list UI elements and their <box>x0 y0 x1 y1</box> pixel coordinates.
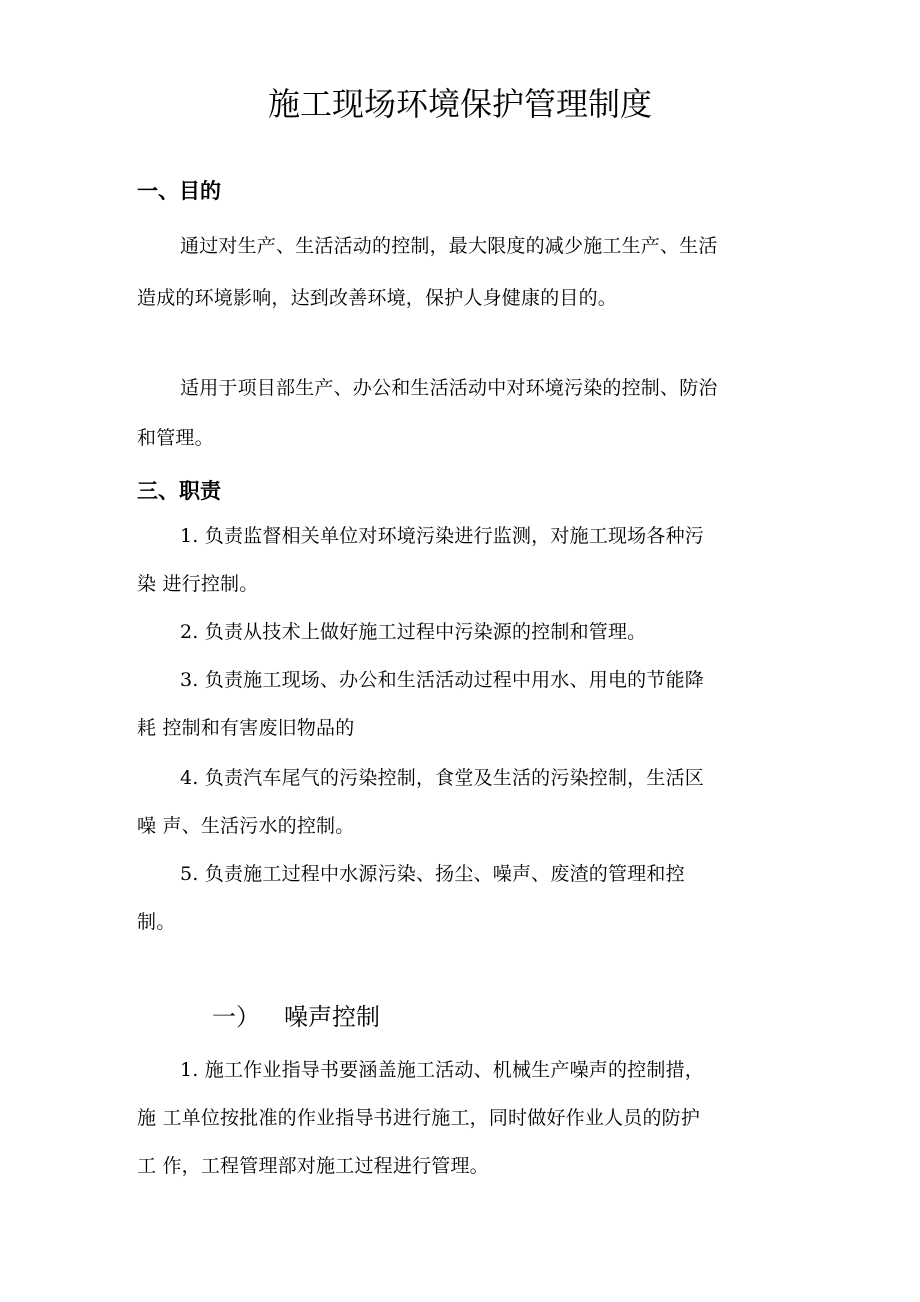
list-item-line: 施 工单位按批准的作业指导书进行施工，同时做好作业人员的防护 <box>137 1107 701 1129</box>
paragraph-line: 和管理。 <box>137 427 214 449</box>
list-item-line: 耗 控制和有害废旧物品的 <box>137 717 355 739</box>
list-item-line: 4. 负责汽车尾气的污染控制，食堂及生活的污染控制，生活区 <box>180 767 704 789</box>
list-item-line: 噪 声、生活污水的控制。 <box>137 815 355 837</box>
paragraph-line: 造成的环境影响，达到改善环境，保护人身健康的目的。 <box>137 287 618 309</box>
list-item-line: 5. 负责施工过程中水源污染、扬尘、噪声、废渣的管理和控 <box>180 863 685 885</box>
list-item-line: 2. 负责从技术上做好施工过程中污染源的控制和管理。 <box>180 621 647 643</box>
subsection-heading-noise <box>212 1000 380 1034</box>
paragraph-line: 通过对生产、生活活动的控制，最大限度的减少施工生产、生活 <box>180 235 718 257</box>
list-item-line: 制。 <box>137 911 176 933</box>
list-item-line: 染 进行控制。 <box>137 573 259 595</box>
paragraph-line: 适用于项目部生产、办公和生活活动中对环境污染的控制、防治 <box>180 377 718 399</box>
section-heading-purpose: 一、目的 <box>137 179 221 203</box>
section-heading-responsibilities: 三、职责 <box>137 479 221 503</box>
list-item-line: 1. 施工作业指导书要涵盖施工活动、机械生产噪声的控制措， <box>180 1059 704 1081</box>
list-item-line: 工 作，工程管理部对施工过程进行管理。 <box>137 1155 489 1177</box>
list-item-line: 1. 负责监督相关单位对环境污染进行监测，对施工现场各种污 <box>180 525 704 547</box>
subsection-label: 噪声控制 <box>284 1003 380 1031</box>
document-title: 施工现场环境保护管理制度 <box>267 85 652 123</box>
subsection-number: 一） <box>212 1003 260 1031</box>
list-item-line: 3. 负责施工现场、办公和生活活动过程中用水、用电的节能降 <box>180 669 704 691</box>
